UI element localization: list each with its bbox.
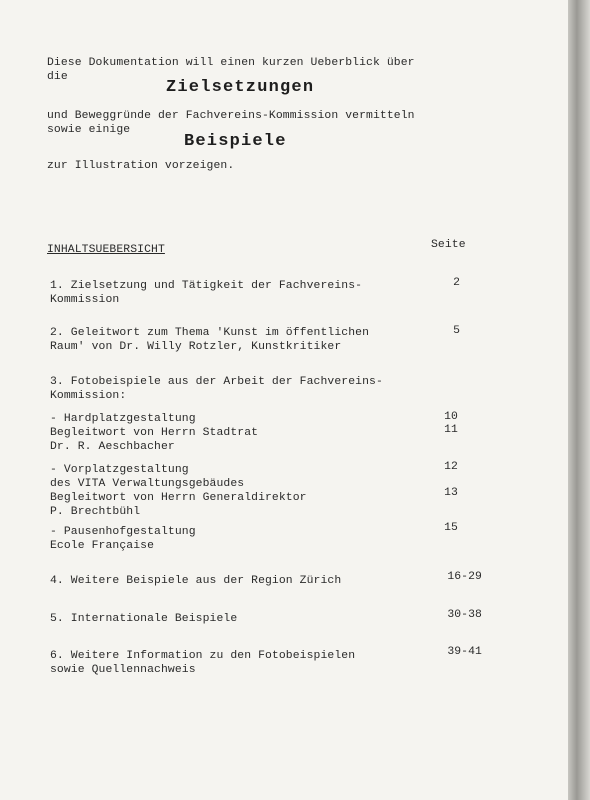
toc-title: INHALTSUEBERSICHT — [47, 244, 165, 256]
toc-entry-2-line-1: 2. Geleitwort zum Thema 'Kunst im öffentlichen — [50, 327, 370, 339]
intro-line-5: zur Illustration vorzeigen. — [47, 160, 235, 172]
toc-sub-vorplatz-line-2: des VITA Verwaltungsgebäudes — [50, 478, 245, 490]
toc-sub-hardplatz-line-3: Dr. R. Aeschbacher — [50, 441, 175, 453]
toc-sub-vorplatz-line-1: - Vorplatzgestaltung — [50, 464, 189, 476]
page-edge-shadow — [568, 0, 590, 800]
toc-sub-vorplatz-line-4: P. Brechtbühl — [50, 506, 141, 518]
toc-sub-pausenhof-line-2: Ecole Française — [50, 540, 155, 552]
toc-entry-5-line-1: 5. Internationale Beispiele — [50, 613, 238, 625]
toc-sub-vorplatz-page-1: 12 — [444, 461, 458, 473]
heading-zielsetzungen: Zielsetzungen — [166, 78, 315, 97]
intro-line-2: die — [47, 71, 68, 83]
toc-sub-hardplatz-page-1: 10 — [444, 411, 458, 423]
toc-entry-2-line-2: Raum' von Dr. Willy Rotzler, Kunstkritiker — [50, 341, 342, 353]
toc-entry-1-page: 2 — [453, 277, 460, 289]
toc-entry-6-page: 39-41 — [447, 646, 482, 658]
toc-entry-4-line-1: 4. Weitere Beispiele aus der Region Zürich — [50, 575, 342, 587]
intro-line-4: sowie einige — [47, 124, 131, 136]
toc-sub-vorplatz-page-2: 13 — [444, 487, 458, 499]
toc-entry-6-line-2: sowie Quellennachweis — [50, 664, 196, 676]
toc-sub-pausenhof-line-1: - Pausenhofgestaltung — [50, 526, 196, 538]
toc-sub-hardplatz-page-2: 11 — [444, 424, 458, 436]
intro-line-3: und Beweggründe der Fachvereins-Kommission vermitteln — [47, 110, 415, 122]
toc-entry-5-page: 30-38 — [447, 609, 482, 621]
toc-entry-1-line-2: Kommission — [50, 294, 120, 306]
toc-sub-hardplatz-line-2: Begleitwort von Herrn Stadtrat — [50, 427, 259, 439]
toc-entry-4-page: 16-29 — [447, 571, 482, 583]
toc-sub-hardplatz-line-1: - Hardplatzgestaltung — [50, 413, 196, 425]
toc-entry-6-line-1: 6. Weitere Information zu den Fotobeispielen — [50, 650, 356, 662]
toc-sub-vorplatz-line-3: Begleitwort von Herrn Generaldirektor — [50, 492, 307, 504]
toc-page-label: Seite — [431, 239, 466, 251]
toc-sub-pausenhof-page: 15 — [444, 522, 458, 534]
intro-line-1: Diese Dokumentation will einen kurzen Ueberblick über — [47, 57, 415, 69]
heading-beispiele: Beispiele — [184, 132, 287, 151]
toc-entry-2-page: 5 — [453, 325, 460, 337]
toc-entry-1-line-1: 1. Zielsetzung und Tätigkeit der Fachvereins- — [50, 280, 363, 292]
toc-entry-3-line-2: Kommission: — [50, 390, 127, 402]
toc-entry-3-line-1: 3. Fotobeispiele aus der Arbeit der Fachvereins- — [50, 376, 383, 388]
